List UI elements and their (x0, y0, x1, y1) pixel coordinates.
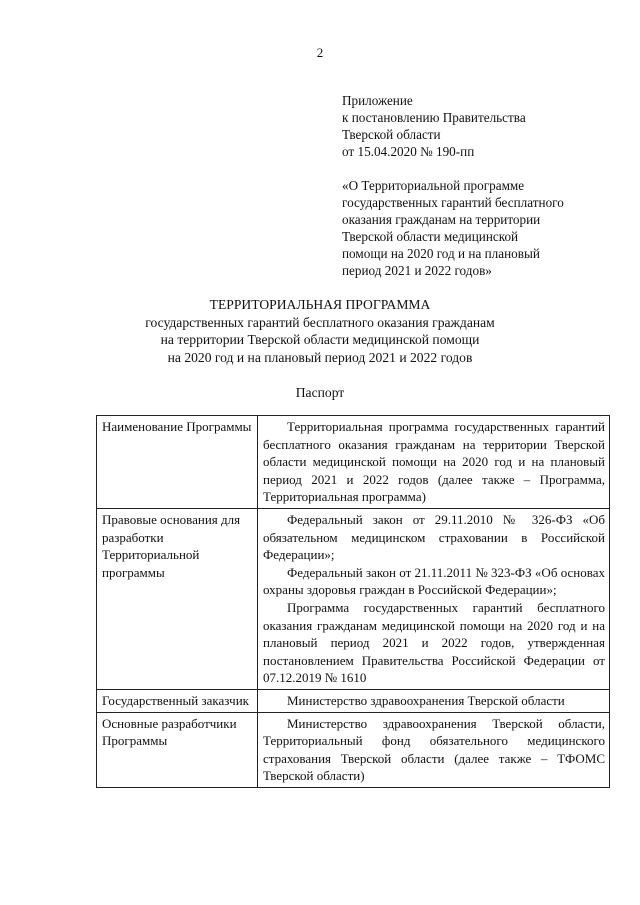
title-line: государственных гарантий бесплатного оказания гражданам (145, 314, 495, 330)
title-line: на территории Тверской области медицинской помощи (160, 332, 480, 347)
row-value (258, 508, 610, 689)
value-paragraph: Территориальная программа государственных гарантий бесплатного оказания гражданам на территории Тверской области медицинской помощи на 2020 год и на плановый период 2021 и 2022 годов (далее также – Программа, Территориальная программа) (263, 419, 605, 505)
appendix-title-line: «О Территориальной программе (342, 178, 525, 193)
document-title (0, 296, 640, 366)
title-heading: ТЕРРИТОРИАЛЬНАЯ ПРОГРАММА (209, 297, 431, 312)
page-number: 2 (316, 45, 324, 60)
value-paragraph: Министерство здравоохранения Тверской области (287, 692, 565, 708)
title-line: на 2020 год и на плановый период 2021 и 2022 годов (167, 349, 473, 365)
row-label: Государственный заказчик (97, 689, 258, 712)
value-paragraph: Министерство здравоохранения Тверской области, Территориальный фонд обязательного медицинского страхования Тверской области (далее также – ТФОМС Тверской области) (263, 715, 605, 784)
appendix-title-line: период 2021 и 2022 годов» (342, 263, 492, 278)
row-label: Основные разработчики Программы (97, 712, 258, 787)
row-value (258, 416, 610, 509)
appendix-line: к постановлению Правительства (342, 110, 526, 125)
appendix-block (342, 92, 612, 279)
appendix-title-line: государственных гарантий бесплатного (342, 195, 564, 210)
spacer (342, 160, 612, 177)
table-row (97, 712, 610, 787)
appendix-title-line: оказания гражданам на территории (342, 212, 541, 227)
value-paragraph: Программа государственных гарантий бесплатного оказания гражданам медицинской помощи на 2020 год и на плановый период 2021 и 2022 годов, утвержденная постановлением Правительства Российской Федерации от 07.12.2019 № 1610 (263, 599, 605, 686)
table-row (97, 689, 610, 712)
row-label: Правовые основания для разработки Территориальной программы (97, 508, 258, 689)
table-row (97, 416, 610, 509)
appendix-line: Приложение (342, 93, 413, 108)
table-row (97, 508, 610, 689)
row-label: Наименование Программы (97, 416, 258, 509)
passport-heading: Паспорт (295, 385, 345, 400)
value-paragraph: Федеральный закон от 21.11.2011 № 323-ФЗ «Об основах охраны здоровья граждан в Российской Федерации»; (263, 564, 605, 598)
row-value (258, 689, 610, 712)
appendix-line: от 15.04.2020 № 190-пп (342, 144, 475, 159)
value-paragraph: Федеральный закон от 29.11.2010 № 326-ФЗ «Об обязательном медицинском страховании в Российской Федерации»; (263, 511, 605, 563)
passport-table (96, 415, 610, 788)
appendix-title-line: Тверской области медицинской (342, 229, 519, 244)
row-value (258, 712, 610, 787)
appendix-line: Тверской области (342, 127, 441, 142)
appendix-title-line: помощи на 2020 год и на плановый (342, 246, 540, 261)
